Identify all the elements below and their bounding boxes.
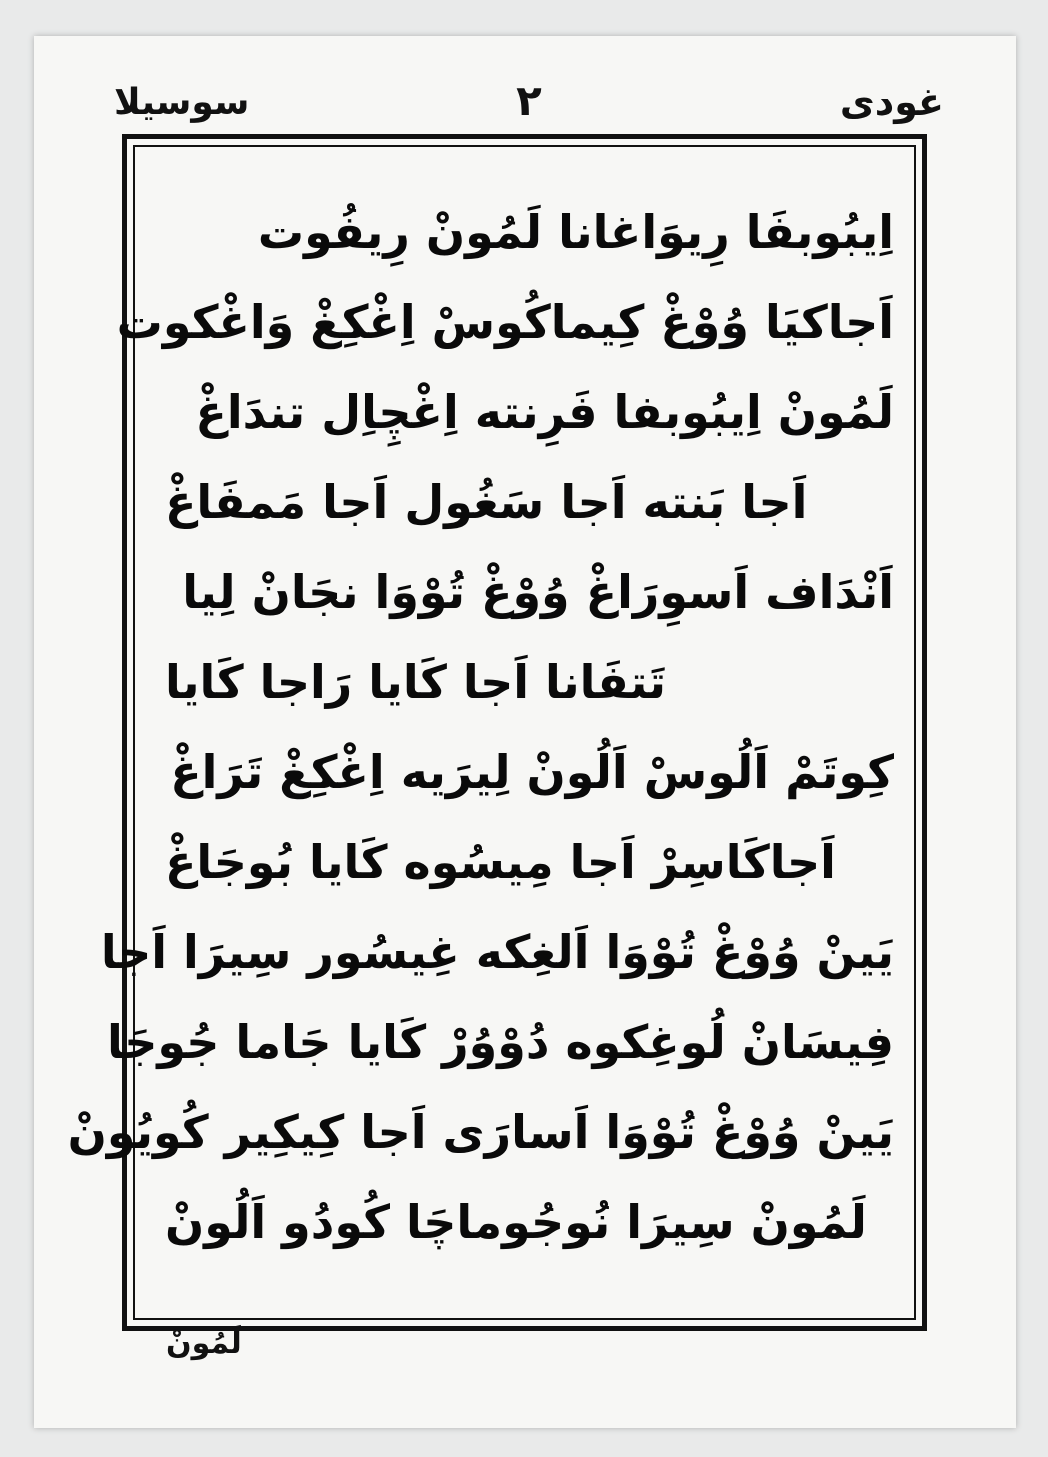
verse-line: اِیبُوبفَا رِیوَاغانا لَمُونْ رِیفُوت [257, 205, 894, 259]
verse-line: اَجاکیَا وُوْغْ کِیماکُوسْ اِغْکِغْ وَاغْکوت [116, 295, 894, 349]
verse-line: تَتفَانا اَجا کَایا رَاجا کَایا [165, 655, 667, 709]
verse-block [67, 187, 894, 1298]
header-title: غودی [839, 80, 944, 124]
verse-line: فِیسَانْ لُوغِکوه دُوْوُرْ کَایا جَاما جُوجَا [106, 1015, 894, 1069]
document-page [34, 36, 1016, 1428]
verse-line: کِوتَمْ اَلُوسْ اَلُونْ لِیرَیه اِغْکِغْ تَرَاغْ [170, 745, 894, 799]
text-frame-inner [67, 145, 916, 1320]
header-subtitle: سوسیلا [114, 82, 250, 123]
verse-line: اَنْدَاف اَسوِرَاغْ وُوْغْ تُوْوَا نجَانْ لِیا [182, 565, 894, 619]
verse-line: لَمُونْ اِیبُوبفا فَرِنته اِغْچِاِل تندَاغْ [195, 385, 894, 439]
verse-line: لَمُونْ سِیرَا نُوجُوماچَا کُودُو اَلُونْ [165, 1195, 867, 1249]
catchword: لَمُونْ [166, 1326, 242, 1361]
verse-line: اَجاکَاسِرْ اَجا مِیسُوه کَایا بُوجَاغْ [165, 835, 836, 889]
page-header [114, 76, 944, 130]
page-number: ٢ [516, 76, 542, 125]
verse-line: اَجا بَنته اَجا سَغُول اَجا مَمفَاغْ [165, 475, 808, 529]
verse-line: یَینْ وُوْغْ تُوْوَا اَسارَی اَجا کِیکِیر کُویُونْ [67, 1105, 894, 1159]
verse-line: یَینْ وُوْغْ تُوْوَا اَلغِکه غِیسُور سِیرَا اَجا [100, 925, 894, 979]
text-frame [67, 134, 927, 1331]
